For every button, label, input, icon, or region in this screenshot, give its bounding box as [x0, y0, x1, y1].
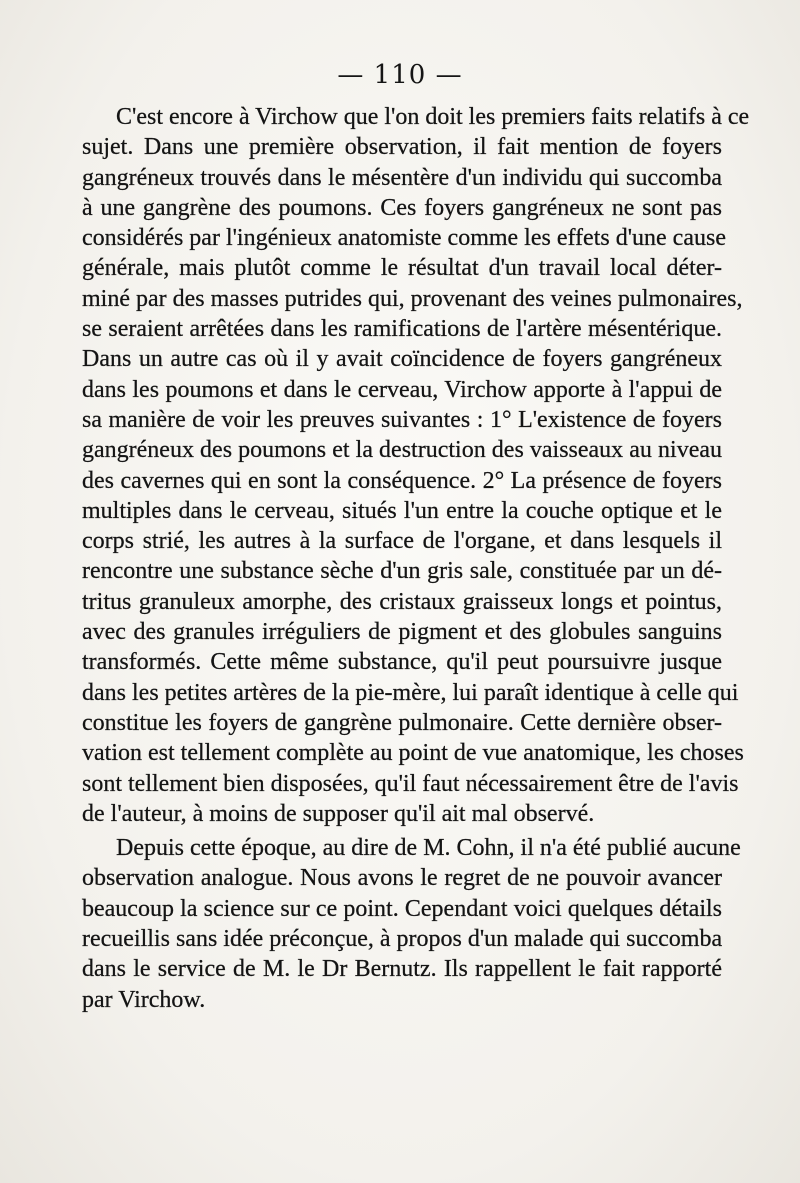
body-text	[82, 102, 750, 1015]
text-line: se seraient arrêtées dans les ramifications de l'artère mésentérique.	[82, 316, 722, 343]
text-line: transformés. Cette même substance, qu'il peut poursuivre jusque	[82, 649, 722, 676]
text-line: de l'auteur, à moins de supposer qu'il ait mal observé.	[82, 800, 595, 827]
text-line: considérés par l'ingénieux anatomiste comme les effets d'une cause	[82, 225, 726, 252]
text-line: miné par des masses putrides qui, provenant des veines pulmonaires,	[82, 285, 743, 312]
text-line: vation est tellement complète au point de vue anatomique, les choses	[82, 740, 744, 767]
text-line: Depuis cette époque, au dire de M. Cohn, il n'a été publié aucune	[116, 835, 741, 862]
text-line: constitue les foyers de gangrène pulmonaire. Cette dernière obser-	[82, 709, 722, 736]
text-line: tritus granuleux amorphe, des cristaux graisseux longs et pointus,	[82, 588, 722, 615]
text-line: à une gangrène des poumons. Ces foyers gangréneux ne sont pas	[82, 194, 722, 221]
page-number: — 110 —	[337, 60, 463, 90]
text-line: gangréneux des poumons et la destruction des vaisseaux au niveau	[82, 437, 722, 464]
text-line: corps strié, les autres à la surface de l'organe, et dans lesquels il	[82, 528, 722, 555]
text-line: gangréneux trouvés dans le mésentère d'un individu qui succomba	[82, 164, 722, 191]
text-line: sa manière de voir les preuves suivantes : 1° L'existence de foyers	[82, 406, 722, 433]
text-line: avec des granules irréguliers de pigment et des globules sanguins	[82, 619, 722, 646]
paragraph-1	[82, 102, 750, 829]
text-line: multiples dans le cerveau, situés l'un entre la couche optique et le	[82, 497, 722, 524]
text-line: rencontre une substance sèche d'un gris sale, constituée par un dé-	[82, 558, 722, 585]
text-line: générale, mais plutôt comme le résultat d'un travail local déter-	[82, 255, 722, 282]
text-line: sujet. Dans une première observation, il fait mention de foyers	[82, 134, 722, 161]
text-line: Dans un autre cas où il y avait coïncidence de foyers gangréneux	[82, 346, 722, 373]
text-line: dans les petites artères de la pie-mère, lui paraît identique à celle qui	[82, 679, 739, 706]
text-line: par Virchow.	[82, 986, 206, 1013]
text-line: observation analogue. Nous avons le regret de ne pouvoir avancer	[82, 865, 722, 892]
text-line: des cavernes qui en sont la conséquence. 2° La présence de foyers	[82, 467, 722, 494]
text-line: dans les poumons et dans le cerveau, Virchow apporte à l'appui de	[82, 376, 722, 403]
text-line: beaucoup la science sur ce point. Cependant voici quelques détails	[82, 895, 722, 922]
text-line: recueillis sans idée préconçue, à propos d'un malade qui succomba	[82, 926, 723, 953]
text-line: sont tellement bien disposées, qu'il faut nécessairement être de l'avis	[82, 770, 739, 797]
text-line: C'est encore à Virchow que l'on doit les premiers faits relatifs à ce	[116, 104, 750, 130]
paragraph-2	[82, 833, 741, 1015]
text-line: dans le service de M. le Dr Bernutz. Ils rappellent le fait rapporté	[82, 956, 722, 983]
